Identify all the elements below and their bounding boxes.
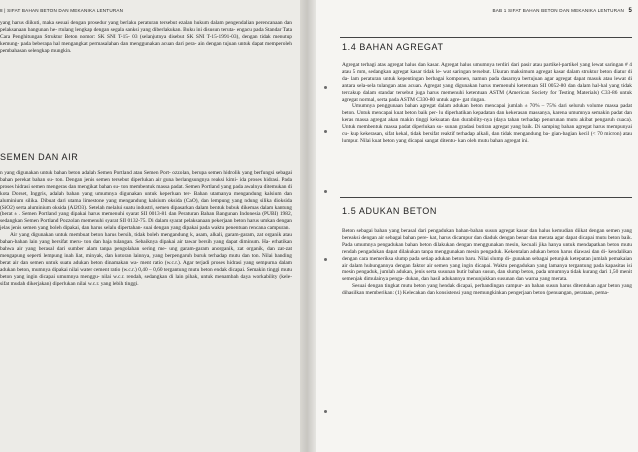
left-paragraph-1: n yang digunakan untuk bahan beton adalah Semen Portland atau Semen Port- ozzolan, berupa semen hidrolik yang berfungsi sebagai bahan perekat bahan su- ton. Dengan jenis semen tersebut diperlukan air guna berlangsungnya reaksi kimi- ida proses hidrasi. Pada proses hidrasi semen mengeras dan mengikat bahan su- ton membentuk massa padat. Semen Portland yang pada awalnya ditemukan di kota Dorset, Inggris, adalah bahan yang umumnya digunakan untuk keperluan ter- Bahan utamanya mengandung kalsium dan aluminium silika. Dibuat dari utama limestone yang mengandung kalsium oksida (CaO), dan lempung yang ndung silika dioksida (SiO2) serta aluminium oksida (Al2O3). Setelah melalui suatu industri, semen dipasarkan dalam bentuk bubuk dikemas dalam kantung (berat ± . Semen Portland yang dipakai harus memenuhi syarat SII 0013-81 dan Peraturan Bahan Bangunan Indonesia (PUBI) 1982, sedangkan Semen Portland Pozzolan memenuhi syarat SII 0132-75. Di dalam syarat pelaksanaan pekerjaan beton harus umkan dengan jelas jenis semen yang boleh dipakai, dan harus selalu dipertahan- suai dengan yang dipakai pada waktu penentuan rencana campuran.: [0, 170, 292, 232]
left-section-title: SEMEN DAN AIR: [0, 152, 79, 162]
left-section-body: [0, 170, 292, 287]
section-1-paragraph-1: Agregat terbagi atas agregat halus dan kasar. Agregat halus umumnya terdiri dari pasir atau partikel-partikel yang lewat saringan # 4 atau 5 mm, sedangkan agregat kasar tidak le- wat saringan tersebut. Ukuran maksimum agregat kasar dalam struktur beton diatur di da- lam peraturan untuk kepentingan berbagai komponen, namun pada dasarnya bertujuan agar agregat dapat masuk atau lewat di antara sela-sela tulangan atau acuan. Agregat yang digunakan harus memenuhi ketentuan SII 0052-80 dan dalam hal-hal yang tidak tercakup dalam standar tersebut juga harus memenuhi ketentuan ASTM (American Society for Testing Materials) C33-86 untuk agregat normal, serta pada ASTM C330-80 untuk agre- gat ringan.: [342, 62, 632, 103]
right-running-head-text: BAB 1 SIFAT BAHAN BETON DAN MEKANIKA LENTURAN: [492, 8, 625, 13]
left-intro-paragraph: yang harus diikuti, maka sesuai dengan prosedur yang berlaku peraturan tersebut ezalan hukum dalam pengendalian perencanaan dan pelaksanaan bangunan he- rtulang lengkap dengan segala sanksi yang diberlakukan. Buku ini disusun teruta- engacu pada Standar Tata Cara Penghitungan Struktur Beton nomor: SK SNI T-15- 03 (selanjutnya disebut SK SNI T-15-1991-03), dengan tidak menutup kemung- pada beberapa hal mengangkat permasalahan dan menggunakan acuan dari pera- ain dengan tujuan untuk dapat memperoleh pembahasan selengkap mungkin.: [0, 20, 292, 54]
margin-dot-mark: [324, 130, 327, 133]
margin-dot-mark: [324, 410, 327, 413]
margin-dot-mark: [324, 190, 327, 193]
section-2-title: 1.5 ADUKAN BETON: [342, 206, 437, 216]
right-running-head: [492, 8, 632, 14]
page-number: 5: [628, 8, 632, 14]
left-page: [0, 0, 300, 452]
section-1-rule: [340, 37, 632, 38]
section-2-rule: [340, 197, 632, 198]
section-2-body: [342, 228, 632, 297]
margin-dot-mark: [324, 258, 327, 261]
book-gutter: [300, 0, 316, 452]
margin-dot-mark: [324, 86, 327, 89]
section-1-paragraph-2: Umumnya penggunaan bahan agregat dalam adukan beton mencapai jumlah ± 70% – 75% dari seluruh volume massa padat beton. Untuk mencapai kuat beton baik per- lu diperhatikan kepadatan dan kekerasan massanya, karena umumnya semakin padat dan keras massa agregat akan makin tinggi kekuatan dan durability-nya (daya tahan terhadap penurunan mutu akibat pengaruh cuaca). Untuk membentuk massa padat diperlukan su- sunan gradasi butiran agregat yang baik. Di samping bahan agregat harus mempunyai cu- kup kekerasan, sifat kekal, tidak bersifat reaktif terhadap alkali, dan tidak mengandung ba- gian-bagian kecil (< 70 micron) atau lumpur. Nilai kuat beton yang dicapai sangat ditentu- kan oleh mutu bahan agregat ini.: [342, 103, 632, 144]
section-2-paragraph-1: Beton sebagai bahan yang berasal dari pengadukan bahan-bahan susun agregat kasar dan halus kemudian diikat dengan semen yang bereaksi dengan air sebagai bahan pere- kat, harus dicampur dan diaduk dengan benar dan merata agar dapat dicapai mutu beton baik. Pada umumnya pengadukan bahan beton dilakukan dengan menggunakan mesin, kecuali jika hanya untuk mendapatkan beton mutu rendah pengadukan dapat dilakukan tanpa menggunakan mesin pengaduk. Kekentalan adukan beton harus diawasi dan di- kendalikan dengan cara memeriksa slump pada setiap adukan beton baru. Nilai slump di- gunakan sebagai petunjuk ketepatan jumlah pemakaian air dalam hubungannya dengan faktor air semen yang ingin dicapai. Waktu pengadukan yang lamanya tergantung pada kapasitas isi mesin pengaduk, jumlah adukan, jenis serta susunan butir bahan susun, dan slump beton, pada umumnya tidak kurang dari 1,50 menit semenjak dimulainya penga- dukan, dan hasil adukannya menunjukkan susunan dan warna yang merata.: [342, 228, 632, 283]
left-paragraph-2: Air yang digunakan untuk membuat beton harus bersih, tidak boleh mengandung k, asam, alkali, garam-garam, zat organik atau bahan-bahan lain yang bersifat meru- ton dan baja tulangan. Sebaiknya dipakai air tawar bersih yang dapat diminum. Ha- erhatikan bahwa air yang berasal dari sumber alam tanpa pengolahan sering me- ung garam-garam anorganik, zat organik, dan zat-zat mengapung seperti lempung inah liat, minyak, dan kotoran lainnya, yang berpengaruh buruk terhadap mutu dan ton. Nilai banding berat air dan semen untuk suatu adukan beton dinamakan wa- ment ratio (w.c.r.). Agar terjadi proses hidrasi yang sempurna dalam adukan beton, mumnya dipakai nilai water cement ratio (w.c.r.) 0,40 – 0,60 tergantung mutu beton endak dicapai. Semakin tinggi mutu beton yang ingin dicapai umumnya menggu- nilai w.c.r. rendah, sedangkan di lain pihak, untuk menambah daya workability (kele- sifat mudah dikerjakan) diperlukan nilai w.c.r. yang lebih tinggi.: [0, 232, 292, 287]
section-1-title: 1.4 BAHAN AGREGAT: [342, 42, 444, 52]
section-1-body: [342, 62, 632, 145]
right-page: [316, 0, 638, 452]
left-intro-text: [0, 20, 292, 55]
section-2-paragraph-2: Sesuai dengan tingkat mutu beton yang hendak dicapai, perbandingan campur- an bahan susun harus ditentukan agar beton yang dihasilkan memberikan: (1) Kelecakan dan konsistensi yang memungkinkan pengerjaan beton (penuangan, perataan, pema-: [342, 283, 632, 297]
left-running-head: 8 | SIFAT BAHAN BETON DAN MEKANIKA LENTURAN: [0, 8, 124, 13]
